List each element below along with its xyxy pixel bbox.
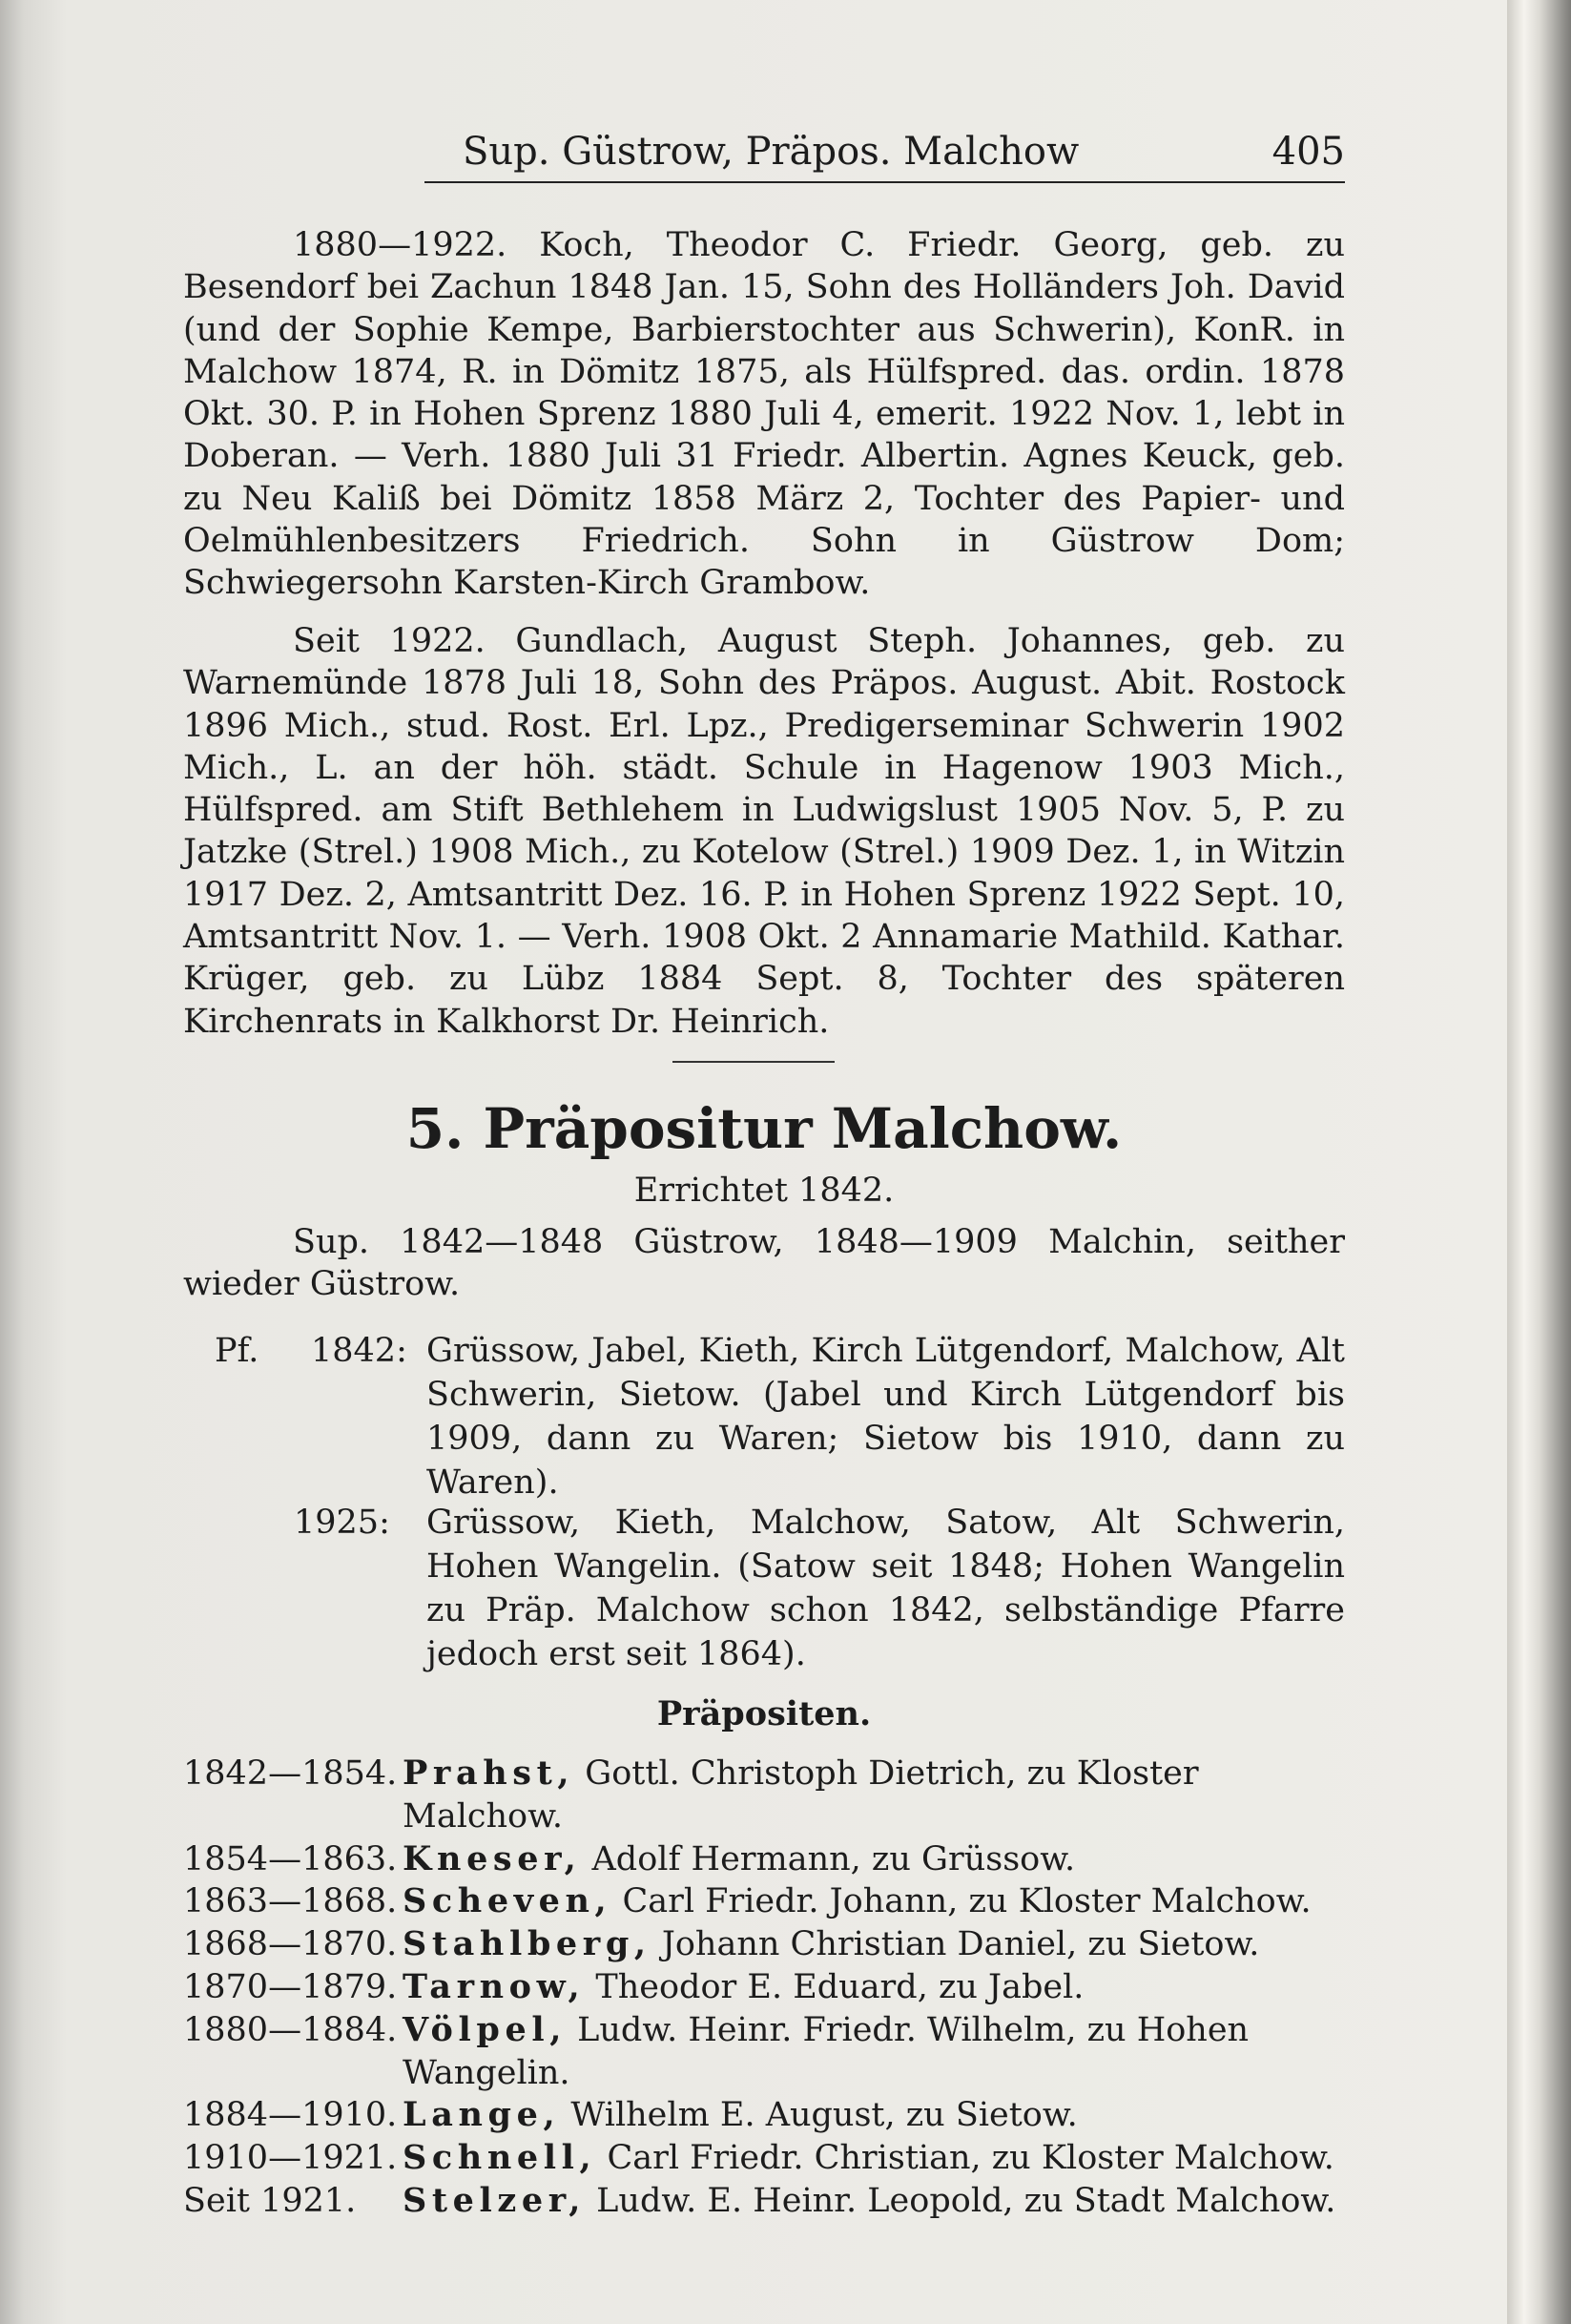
surname: Kneser, <box>403 1838 582 1878</box>
years: 1884—1910. <box>183 2096 398 2135</box>
parish-year-1925: 1925: <box>294 1504 390 1542</box>
years: 1868—1870. <box>183 1925 398 1964</box>
surname: Stahlberg, <box>403 1924 651 1964</box>
details: Johann Christian Daniel, zu Sietow. <box>651 1925 1260 1964</box>
section-divider <box>672 1061 835 1063</box>
person <box>403 1838 1352 1881</box>
superintendency-text: Sup. 1842—1848 Güstrow, 1848—1909 Malchin, seither wieder Güstrow. <box>183 1223 1345 1304</box>
years: 1863—1868. <box>183 1882 398 1921</box>
person <box>403 1923 1352 1966</box>
list-item <box>183 2137 1352 2180</box>
section-established: Errichtet 1842. <box>633 1172 895 1210</box>
surname: Lange, <box>403 2095 561 2135</box>
details: Wilhelm E. August, zu Sietow. <box>560 2096 1078 2135</box>
parish-list-1925: Grüssow, Kieth, Malchow, Satow, Alt Schwerin, Hohen Wangelin. (Satow seit 1848; Hohen Wangelin zu Präp. Malchow schon 1842, selbständige Pfarre jedoch erst seit 1864). <box>426 1504 1345 1673</box>
running-header <box>424 126 1345 183</box>
list-item <box>183 1838 1352 1881</box>
person <box>403 2009 1352 2095</box>
details: Carl Friedr. Johann, zu Kloster Malchow. <box>611 1882 1312 1921</box>
surname: Stelzer, <box>403 2180 587 2220</box>
person <box>403 2180 1352 2223</box>
surname: Prahst, <box>403 1753 575 1793</box>
list-item <box>183 1966 1352 2009</box>
book-binding <box>1507 0 1571 2324</box>
years: 1854—1863. <box>183 1839 398 1878</box>
person <box>403 1880 1352 1923</box>
page-number: 405 <box>1271 130 1345 174</box>
list-item <box>183 2094 1352 2137</box>
entry-koch <box>183 224 1345 605</box>
details: Ludw. E. Heinr. Leopold, zu Stadt Malchow. <box>586 2181 1336 2220</box>
section-title: 5. Präpositur Malchow. <box>405 1096 1123 1161</box>
prepositi-list <box>183 1753 1352 2223</box>
entry-text: Seit 1922. Gundlach, August Steph. Johannes, geb. zu Warnemünde 1878 Juli 18, Sohn des Präpos. August. Abit. Rostock 1896 Mich., stud. Rost. Erl. Lpz., Predigerseminar Schwerin 1902 Mich., L. an der höh. städt. Schule in Hagenow 1903 Mich., Hülfspred. am Stift Bethlehem in Ludwigslust 1905 Nov. 5, P. zu Jatzke (Strel.) 1908 Mich., zu Kotelow (Strel.) 1909 Dez. 1, in Witzin 1917 Dez. 2, Amtsantritt Dez. 16. P. in Hohen Sprenz 1922 Sept. 10, Amtsantritt Nov. 1. — Verh. 1908 Okt. 2 Annamarie Mathild. Kathar. Krüger, geb. zu Lübz 1884 Sept. 8, Tochter des späteren Kirchenrats in Kalkhorst Dr. Heinrich. <box>183 622 1345 1041</box>
parish-list-1842: Grüssow, Jabel, Kieth, Kirch Lütgendorf, Malchow, Alt Schwerin, Sietow. (Jabel und Kirch Lütgendorf bis 1909, dann zu Waren; Sietow bis 1910, dann zu Waren). <box>426 1332 1345 1502</box>
person <box>403 1753 1352 1838</box>
surname: Scheven, <box>403 1881 612 1921</box>
details: Theodor E. Eduard, zu Jabel. <box>585 1967 1085 2006</box>
list-item <box>183 1880 1352 1923</box>
prepositi-heading: Präpositen. <box>656 1694 872 1733</box>
years: 1842—1854. <box>183 1754 398 1793</box>
surname: Völpel, <box>403 2009 568 2049</box>
entry-gundlach <box>183 620 1345 1043</box>
parish-year-1842: 1842: <box>311 1332 407 1370</box>
details: Gottl. Christoph Dietrich, zu Kloster Malchow. <box>403 1754 1199 1836</box>
years: Seit 1921. <box>183 2181 357 2220</box>
years: 1910—1921. <box>183 2139 398 2178</box>
list-item <box>183 2180 1352 2223</box>
details: Ludw. Heinr. Friedr. Wilhelm, zu Hohen Wangelin. <box>403 2010 1250 2092</box>
surname: Tarnow, <box>403 1966 586 2006</box>
years: 1870—1879. <box>183 1967 398 2006</box>
entry-text: 1880—1922. Koch, Theodor C. Friedr. Georg, geb. zu Besendorf bei Zachun 1848 Jan. 15, Sohn des Holländers Joh. David (und der Sophie Kempe, Barbierstochter aus Schwerin), KonR. in Malchow 1874, R. in Dömitz 1875, als Hülfspred. das. ordin. 1878 Okt. 30. P. in Hohen Sprenz 1880 Juli 4, emerit. 1922 Nov. 1, lebt in Doberan. — Verh. 1880 Juli 31 Friedr. Albertin. Agnes Keuck, geb. zu Neu Kaliß bei Dömitz 1858 März 2, Tochter des Papier- und Oelmühlenbesitzers Friedrich. Sohn in Güstrow Dom; Schwiegersohn Karsten-Kirch Grambow. <box>183 226 1345 603</box>
header-title: Sup. Güstrow, Präpos. Malchow <box>463 130 1080 174</box>
details: Adolf Hermann, zu Grüssow. <box>581 1839 1076 1878</box>
surname: Schnell, <box>403 2138 597 2178</box>
superintendency-note <box>183 1221 1345 1306</box>
parish-label: Pf. <box>215 1332 259 1370</box>
list-item <box>183 2009 1352 2095</box>
details: Carl Friedr. Christian, zu Kloster Malchow. <box>596 2139 1334 2178</box>
years: 1880—1884. <box>183 2010 398 2049</box>
person <box>403 2137 1352 2180</box>
list-item <box>183 1753 1352 1838</box>
list-item <box>183 1923 1352 1966</box>
person <box>403 1966 1352 2009</box>
person <box>403 2094 1352 2137</box>
